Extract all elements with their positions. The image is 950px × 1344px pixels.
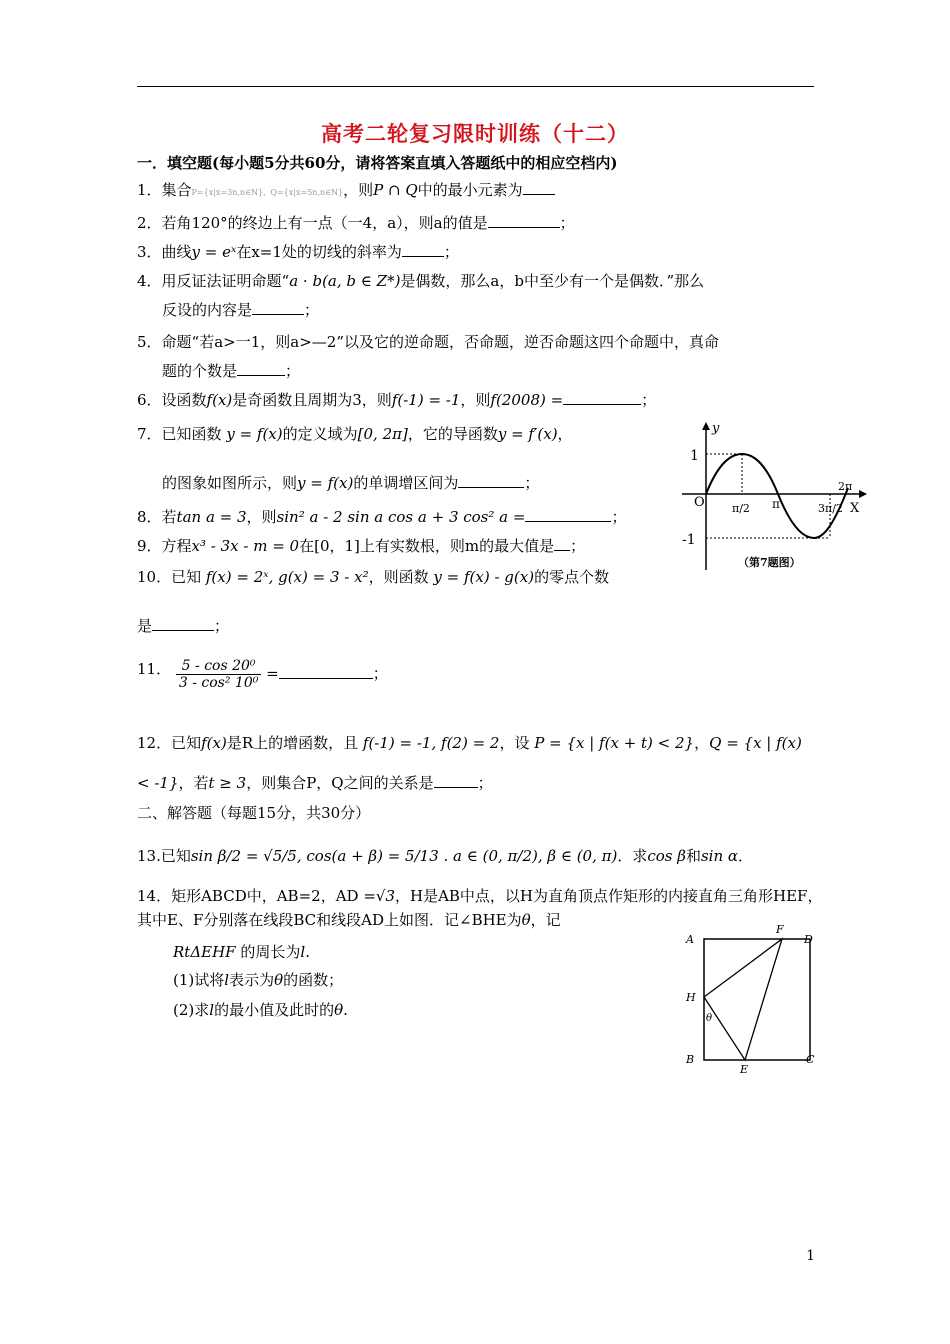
- x-axis-arrow-icon: [859, 490, 867, 498]
- q5-text-a: 5．命题“若a>一1，则a>—2”以及它的逆命题，否命题，逆否命题这四个命题中，真命: [137, 333, 719, 351]
- question-14-part-1: [173, 970, 343, 990]
- q12-expr-3: P = {x | f(x + t) < 2}: [534, 734, 695, 752]
- q12-text-b: 是R上的增函数，且: [226, 734, 359, 752]
- q4-text-a: 4．用反证法证明命题“: [137, 272, 290, 290]
- section-2-heading: 二、解答题（每题15分，共30分）: [137, 804, 371, 822]
- q6-end: ；: [641, 391, 657, 409]
- q1-set-p: P={x|x=3n,n∈N},: [191, 188, 266, 197]
- question-7: [137, 424, 573, 444]
- q7-text-d: ，: [557, 425, 573, 443]
- q9-expr-1: x³ - 3x - m = 0: [191, 537, 300, 555]
- y-axis-arrow-icon: [702, 422, 710, 430]
- q11-text-a: 11．: [137, 660, 172, 678]
- q7-blank[interactable]: [458, 473, 524, 488]
- q13-expr-3: sin α: [700, 847, 739, 865]
- q7-expr-4: y = f(x): [297, 474, 354, 492]
- q14-p2-text-b: 的最小值及此时的: [214, 1001, 335, 1019]
- fig7-label-y: y: [712, 421, 720, 436]
- q10-text-b: ，则函数: [368, 568, 429, 586]
- q14-text-d: ，记: [530, 911, 561, 929]
- q13-expr-2: cos β: [647, 847, 686, 865]
- q12-expr-4: Q = {x | f(x): [709, 734, 802, 752]
- fig7-label-pi2: π/2: [732, 502, 750, 515]
- q2-blank[interactable]: [488, 213, 560, 228]
- fig14-label-a: A: [686, 933, 694, 946]
- q14-theta-1: θ: [521, 911, 531, 929]
- question-9: [137, 536, 585, 556]
- question-14: [137, 886, 822, 906]
- fig14-label-f: F: [776, 923, 784, 936]
- q14-p1-text-a: (1)试将: [173, 971, 225, 989]
- q3-text-b: 在x=1处的切线的斜率为: [236, 243, 402, 261]
- q14-p1-text-b: 表示为: [229, 971, 275, 989]
- q10-text-d: 是: [137, 617, 153, 635]
- q1-text-c: 中的最小元素为: [417, 181, 523, 199]
- q7-end: ；: [524, 474, 540, 492]
- question-12-cont: [137, 773, 493, 793]
- q6-blank[interactable]: [563, 390, 641, 405]
- fig7-label-3pi2: 3π/2: [818, 502, 843, 515]
- q8-end: ；: [611, 508, 627, 526]
- q8-expr-2: sin² a - 2 sin a cos a + 3 cos² a =: [276, 508, 526, 526]
- question-5-cont: [162, 361, 300, 381]
- question-6: [137, 390, 656, 410]
- q6-expr-1: f(x): [206, 391, 233, 409]
- fig14-label-theta: θ: [706, 1013, 713, 1024]
- question-1: [137, 180, 555, 203]
- q6-text-b: 是奇函数且周期为3，则: [232, 391, 392, 409]
- triangle-hef: [704, 939, 782, 1060]
- page-title: 高考二轮复习限时训练（十二）: [321, 121, 629, 146]
- q12-text-c: ，设: [499, 734, 530, 752]
- q14-rectangle-figure: [680, 921, 820, 1079]
- header-rule: [137, 86, 814, 87]
- q10-expr-1: f(x) = 2ˣ, g(x) = 3 - x²: [205, 568, 369, 586]
- q1-text-b: ，则: [343, 181, 374, 199]
- question-3: [137, 242, 459, 262]
- q3-text-a: 3．曲线: [137, 243, 192, 261]
- q1-expr: P ∩ Q: [373, 181, 418, 199]
- q14-text-b: ，H是AB中点，以H为直角顶点作矩形的内接直角三角形HEF，: [395, 887, 823, 905]
- q7-text-e: 的图象如图所示，则: [162, 474, 298, 492]
- q7-derivative-graph: [678, 420, 870, 575]
- q4-blank[interactable]: [252, 300, 304, 315]
- question-4: [137, 271, 704, 291]
- q12-text-a: 12．已知: [137, 734, 202, 752]
- q10-text-c: 的零点个数: [534, 568, 610, 586]
- q14-expr-3: RtΔEHF: [173, 943, 236, 961]
- q11-fraction: [176, 658, 261, 691]
- q14-theta-2: θ: [274, 971, 284, 989]
- q7-expr-3: y = f′(x): [497, 425, 558, 443]
- q13-text-a: 13.已知: [137, 847, 191, 865]
- q4-expr: a · b(a, b ∈ Z*): [289, 272, 401, 290]
- q11-denominator: 3 - cos² 10⁰: [178, 675, 259, 691]
- q2-text: 2．若角120°的终边上有一点（一4，a），则a的值是: [137, 214, 488, 232]
- fig7-label-pi: π: [772, 497, 780, 511]
- derivative-curve: [706, 454, 848, 538]
- fig14-label-b: B: [686, 1053, 695, 1066]
- q14-l-2: l: [224, 971, 230, 989]
- fig14-label-d: D: [804, 933, 813, 946]
- fig7-label-2pi: 2π: [838, 480, 853, 493]
- q6-text-a: 6．设函数: [137, 391, 207, 409]
- question-10-cont: [137, 616, 229, 636]
- q14-text-a: 14．矩形ABCD中，AB=2，AD =: [137, 887, 376, 905]
- q4-text-c: 反设的内容是: [162, 301, 253, 319]
- q13-text-c: 和: [685, 847, 701, 865]
- question-2: [137, 213, 575, 233]
- section-1-heading: 一．填空题(每小题5分共60分，请将答案直填入答题纸中的相应空档内): [137, 154, 618, 172]
- q6-expr-3: f(2008) =: [490, 391, 564, 409]
- q8-text-b: ，则: [246, 508, 277, 526]
- q7-text-b: 的定义域为: [282, 425, 358, 443]
- q1-blank[interactable]: [523, 180, 555, 195]
- q5-end: ；: [285, 362, 301, 380]
- q13-expr-1: sin β/2 = √5/5, cos(a + β) = 5/13 . a ∈ (0, π/2), β ∈ (0, π): [190, 847, 618, 865]
- q4-end: ；: [304, 301, 320, 319]
- q13-text-b: ．求: [617, 847, 648, 865]
- q10-end: ；: [214, 617, 230, 635]
- q14-expr-1: √3: [375, 887, 395, 905]
- question-5: [137, 332, 719, 352]
- fig7-caption: （第7题图）: [738, 556, 801, 569]
- fig7-label-x: X: [850, 501, 860, 516]
- q14-text-f: .: [305, 943, 310, 961]
- q8-blank[interactable]: [525, 507, 611, 522]
- question-14-line-2: [137, 910, 561, 930]
- q12-text-f: ，则集合P，Q之间的关系是: [246, 774, 434, 792]
- page-number: 1: [806, 1248, 815, 1264]
- q7-text-f: 的单调增区间为: [353, 474, 459, 492]
- fig7-label-minus1: -1: [682, 532, 696, 548]
- q11-blank[interactable]: [279, 664, 373, 679]
- q14-l-1: l: [300, 943, 306, 961]
- q12-expr-1: f(x): [201, 734, 227, 752]
- fig14-label-e: E: [740, 1063, 749, 1076]
- q4-text-b: 是偶数，那么a，b中至少有一个是偶数．”那么: [400, 272, 705, 290]
- question-4-cont: [162, 300, 319, 320]
- q9-end: ；: [570, 537, 586, 555]
- q5-text-b: 题的个数是: [162, 362, 238, 380]
- q7-text-c: ，它的导函数: [407, 425, 498, 443]
- q12-text-d: ，: [694, 734, 710, 752]
- q10-blank[interactable]: [152, 616, 214, 631]
- q9-text-b: 在[0，1]上有实数根，则m的最大值是: [299, 537, 555, 555]
- q7-expr-2: [0, 2π]: [357, 425, 408, 443]
- q12-end: ；: [477, 774, 493, 792]
- q12-text-e: ，若: [178, 774, 209, 792]
- q11-end: ；: [372, 664, 388, 683]
- q6-text-c: ，则: [460, 391, 491, 409]
- fig7-label-1: 1: [690, 448, 699, 464]
- q12-expr-2: f(-1) = -1, f(2) = 2: [362, 734, 500, 752]
- q7-expr-1: y = f(x): [226, 425, 283, 443]
- question-14-part-2: [173, 1000, 348, 1020]
- q10-text-a: 10．已知: [137, 568, 202, 586]
- q10-expr-2: y = f(x) - g(x): [433, 568, 535, 586]
- q14-text-e: 的周长为: [240, 943, 301, 961]
- question-7-cont: [162, 473, 539, 493]
- q1-text-a: 1．集合: [137, 181, 192, 199]
- q8-expr-1: tan a = 3: [176, 508, 247, 526]
- question-10: [137, 567, 609, 587]
- q5-blank[interactable]: [237, 361, 285, 376]
- question-13: [137, 846, 753, 866]
- q13-text-d: ．: [738, 847, 754, 865]
- fig7-label-o: O: [694, 495, 705, 510]
- q6-expr-2: f(-1) = -1: [391, 391, 461, 409]
- fig14-label-c: C: [806, 1053, 815, 1066]
- question-12: [137, 733, 802, 753]
- q1-set-q: Q={x|x=5n,n∈N}: [270, 188, 344, 197]
- q9-text-a: 9．方程: [137, 537, 192, 555]
- q11-equals: =: [266, 664, 279, 683]
- q8-text-a: 8．若: [137, 508, 177, 526]
- question-8: [137, 507, 626, 527]
- q14-theta-3: θ: [334, 1001, 344, 1019]
- q7-text-a: 7．已知函数: [137, 425, 222, 443]
- q2-end: ；: [559, 214, 575, 232]
- q12-expr-5: < -1}: [137, 774, 179, 792]
- question-11: [137, 658, 388, 691]
- question-14-line-3: [173, 942, 310, 962]
- q14-p2-text-a: (2)求: [173, 1001, 210, 1019]
- q14-text-c: 其中E、F分别落在线段BC和线段AD上如图．记∠BHE为: [137, 911, 522, 929]
- q3-blank[interactable]: [402, 242, 444, 257]
- q14-p1-text-c: 的函数；: [283, 971, 344, 989]
- fig14-label-h: H: [686, 991, 696, 1004]
- q3-expr: y = eˣ: [191, 243, 237, 261]
- q14-l-3: l: [209, 1001, 215, 1019]
- q11-numerator: 5 - cos 20⁰: [176, 658, 261, 675]
- q9-blank[interactable]: [554, 536, 570, 551]
- q12-blank[interactable]: [434, 773, 478, 788]
- q14-p2-text-c: .: [343, 1001, 348, 1019]
- q12-expr-6: t ≥ 3: [208, 774, 247, 792]
- q3-end: ；: [443, 243, 459, 261]
